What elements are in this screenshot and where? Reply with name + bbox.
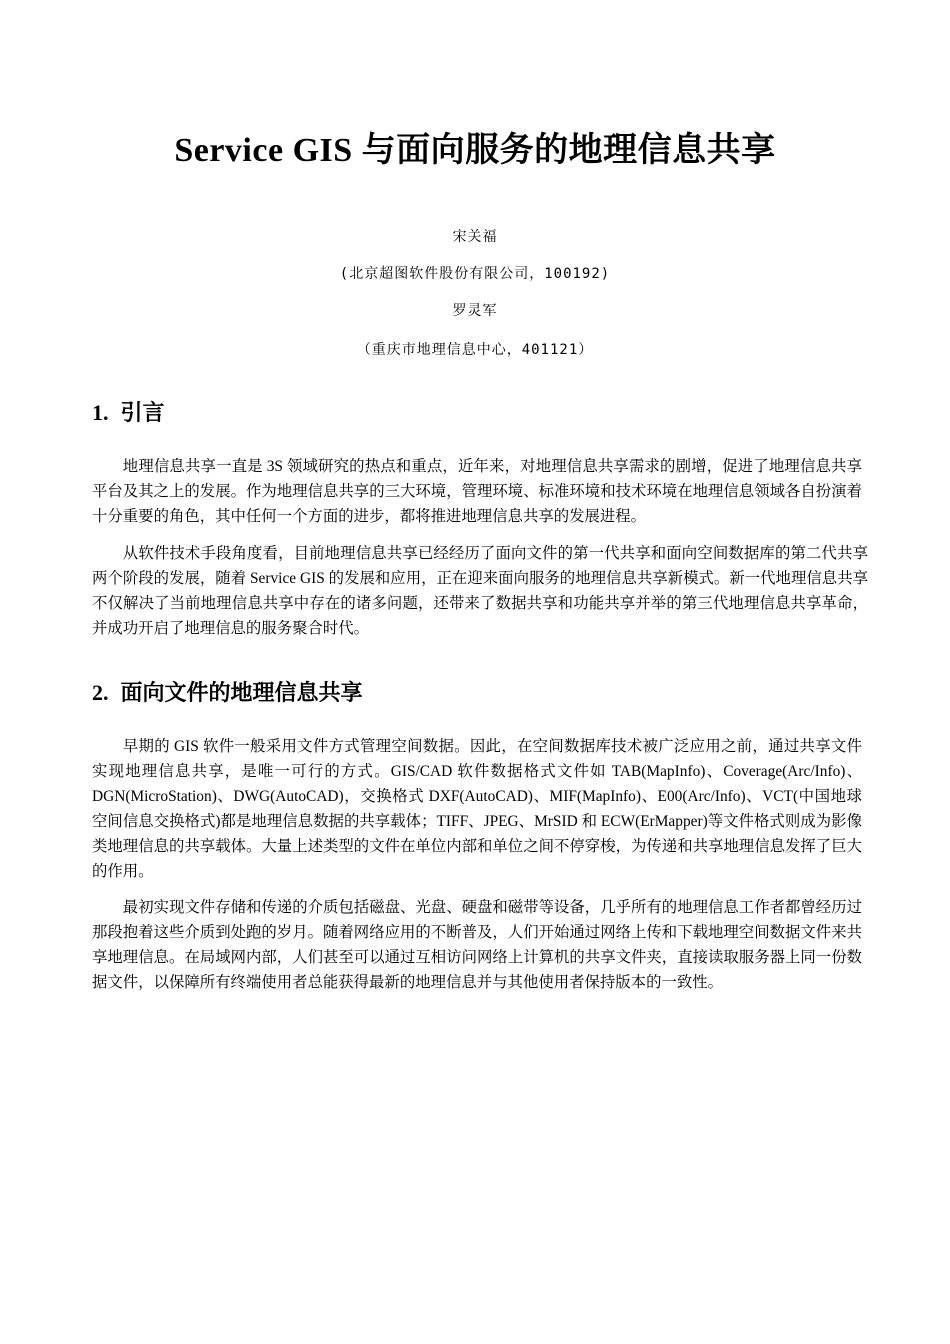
body-paragraph: 地理信息共享一直是 3S 领域研究的热点和重点，近年来，对地理信息共享需求的剧增，促进了地理信息共享平台及其之上的发展。作为地理信息共享的三大环境，管理环境、标准环境和技术环境在地理信息领域各自扮演着十分重要的角色，其中任何一个方面的进步，都将推进地理信息共享的发展进程。 — [92, 458, 862, 525]
section-number: 1. — [92, 400, 109, 425]
body-paragraph: 最初实现文件存储和传递的介质包括磁盘、光盘、硬盘和磁带等设备，几乎所有的地理信息工作者都曾经历过那段抱着这些介质到处跑的岁月。随着网络应用的不断普及，人们开始通过网络上传和下载地理空间数据文件来共享地理信息。在局域网内部，人们甚至可以通过互相访问网络上计算机的共享文件夹，直接读取服务器上同一份数据文件，以保障所有终端使用者总能获得最新的地理信息并与其他使用者保持版本的一致性。 — [92, 899, 862, 991]
section-number: 2. — [92, 680, 109, 705]
section-title: 引言 — [120, 401, 165, 426]
author-affiliation: (北京超图软件股份有限公司，100192) — [339, 266, 611, 282]
paper-title: Service GIS 与面向服务的地理信息共享 — [174, 132, 776, 169]
body-paragraph: 早期的 GIS 软件一般采用文件方式管理空间数据。因此，在空间数据库技术被广泛应用之前，通过共享文件实现地理信息共享，是唯一可行的方式。GIS/CAD 软件数据格式文件如 TAB(MapInfo)、Coverage(Arc/Info)、DGN(MicroStation)、DWG(AutoCAD)，交换格式 DXF(AutoCAD)、MIF(MapInfo)、E00(Arc/Info)、VCT(中国地球空间信息交换格式)都是地理信息数据的共享载体；TIFF、JPEG、MrSID 和 ECW(ErMapper)等文件格式则成为影像类地理信息的共享载体。大量上述类型的文件在单位内部和单位之间不停穿梭，为传递和共享地理信息发挥了巨大的作用。 — [92, 738, 862, 880]
body-paragraph: 从软件技术手段角度看，目前地理信息共享已经经历了面向文件的第一代共享和面向空间数据库的第二代共享两个阶段的发展，随着 Service GIS 的发展和应用，正在迎来面向服务的地理信息共享新模式。新一代地理信息共享不仅解决了当前地理信息共享中存在的诸多问题，还带来了数据共享和功能共享并举的第三代地理信息共享革命，并成功开启了地理信息的服务聚合时代。 — [92, 545, 868, 637]
author-name: 宋关福 — [452, 229, 498, 245]
section-heading — [92, 397, 892, 430]
section-heading — [92, 677, 892, 710]
author-name: 罗灵军 — [452, 303, 498, 319]
section-title: 面向文件的地理信息共享 — [120, 681, 363, 706]
author-affiliation: （重庆市地理信息中心，401121） — [356, 342, 594, 358]
